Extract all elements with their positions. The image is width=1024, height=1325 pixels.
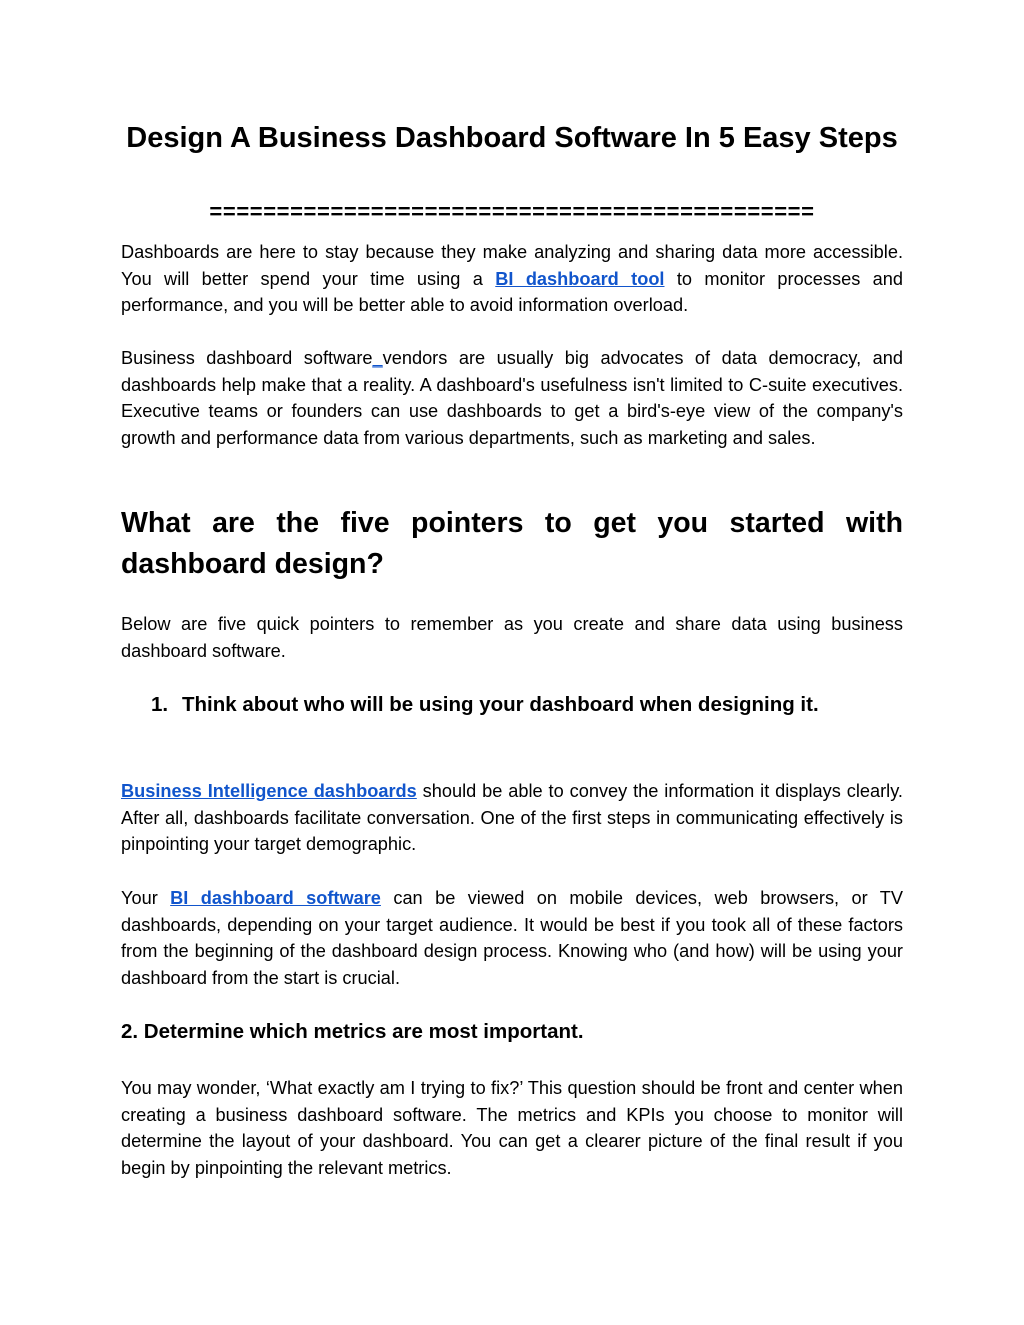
business-intelligence-dashboards-link[interactable]: Business Intelligence dashboards: [121, 781, 417, 801]
title-divider: =============================================: [209, 199, 815, 224]
step-1-paragraph-1: [121, 778, 903, 858]
intro-p2-text-after: vendors are usually big advocates of data democracy, and dashboards help make that a reality. A dashboard's usefulness isn't limited to C-suite executives. Executive teams or founders can use dashboards to get a bird's-eye view of the company's growth and performance data from various departments, such as marketing and sales.: [121, 348, 903, 448]
step-1-p2-text-before: Your: [121, 888, 171, 908]
step-2-paragraph-1: You may wonder, ‘What exactly am I trying to fix?’ This question should be front and center when creating a business dashboard software. The metrics and KPIs you choose to monitor will determine the layout of your dashboard. You can get a clearer picture of the final result if you begin by pinpointing the relevant metrics.: [121, 1078, 903, 1178]
step-1-p1-text-after: should be able to convey the information it displays clearly. After all, dashboards facilitate conversation. One of the first steps in communicating effectively is pinpointing your target demographic.: [121, 781, 903, 855]
step-1-heading: [151, 689, 903, 721]
intro-p1-text-before: Dashboards are here to stay because they make analyzing and sharing data more accessible. You will better spend your time using a: [121, 242, 903, 289]
step-1-number: 1.: [151, 693, 169, 716]
step-1-p2-text-after: can be viewed on mobile devices, web browsers, or TV dashboards, depending on your target audience. It would be best if you took all of these factors from the beginning of the dashboard design process. Knowing who (and how) will be using your dashboard from the start is crucial.: [121, 888, 903, 988]
section-heading: What are the five pointers to get you started with dashboard design?: [121, 507, 903, 580]
section-intro: Below are five quick pointers to remember as you create and share data using business dashboard software.: [121, 614, 903, 661]
bi-dashboard-software-link[interactable]: BI dashboard software: [170, 888, 381, 908]
bi-dashboard-tool-link[interactable]: BI dashboard tool: [495, 268, 665, 289]
document-title: Design A Business Dashboard Software In 5 Easy Steps: [126, 122, 898, 154]
intro-paragraph-1: [121, 239, 903, 319]
intro-paragraph-2: [121, 345, 903, 451]
intro-p2-text-before: Business dashboard software: [121, 348, 373, 368]
step-1-heading-text: Think about who will be using your dashboard when designing it.: [182, 693, 819, 716]
step-1-paragraph-2: [121, 885, 903, 991]
intro-p2-underscore: _: [372, 348, 383, 368]
step-2-heading: 2. Determine which metrics are most important.: [121, 1020, 584, 1043]
intro-p1-text-after: to monitor processes and performance, and you will be better able to avoid information overload.: [121, 268, 903, 316]
